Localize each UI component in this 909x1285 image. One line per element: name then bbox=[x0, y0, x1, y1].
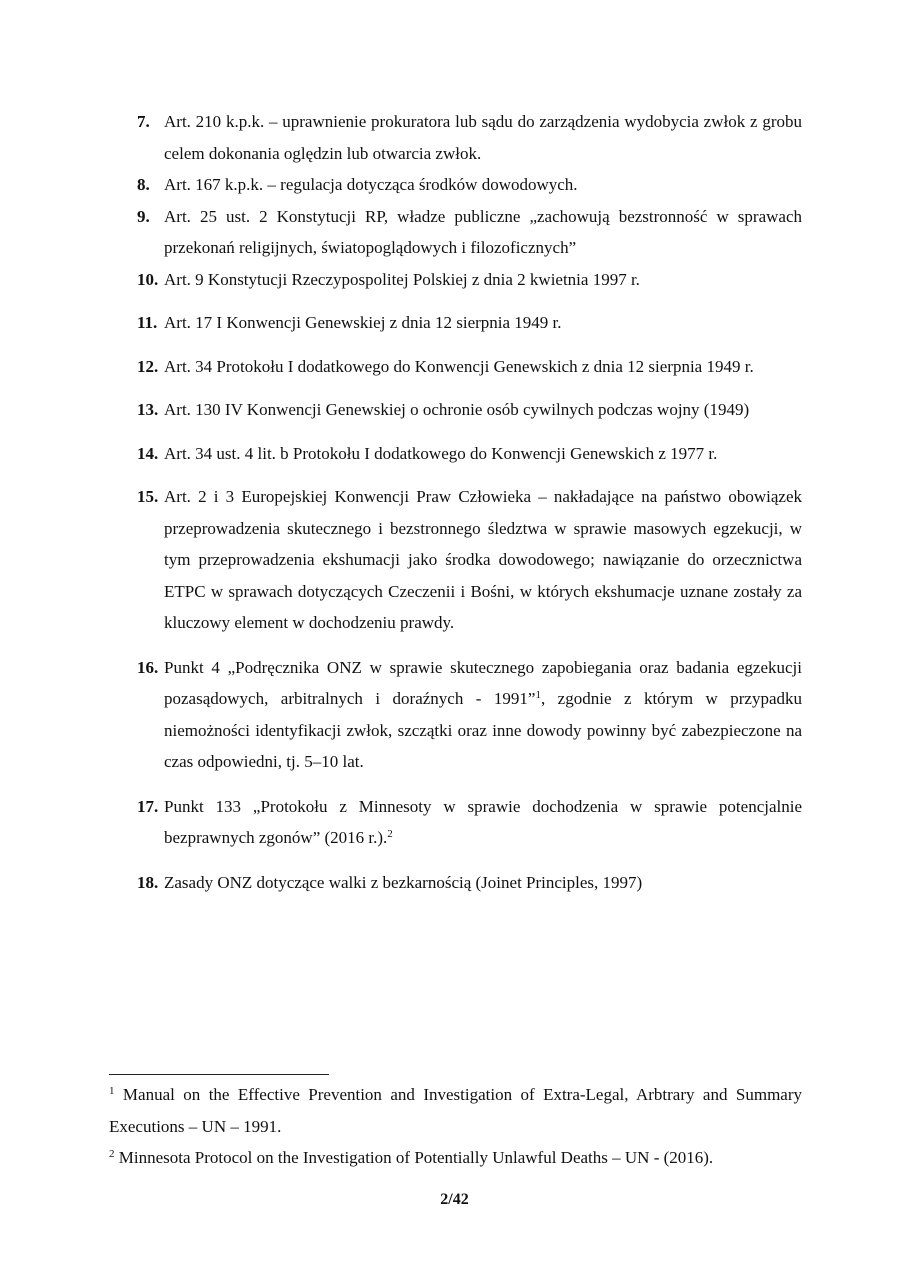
list-item bbox=[137, 791, 802, 854]
list-item-number: 8. bbox=[137, 175, 150, 194]
legal-references-list bbox=[137, 106, 802, 898]
footnote-reference[interactable]: 1 bbox=[535, 689, 541, 701]
list-item-number: 9. bbox=[137, 206, 150, 226]
list-item-text: Art. 34 ust. 4 lit. b Protokołu I dodatkowego do Konwencji Genewskich z 1977 r. bbox=[164, 443, 718, 463]
footnote-reference[interactable]: 2 bbox=[387, 828, 393, 840]
list-item bbox=[137, 394, 802, 426]
list-item-text: Art. 2 i 3 Europejskiej Konwencji Praw Człowieka – nakładające na państwo obowiązek przeprowadzenia skutecznego i bezstronnego śledztwa w sprawie masowych egzekucji, w tym przeprowadzenia ekshumacji jako środka dowodowego; nawiązanie do orzecznictwa ETPC w sprawach dotyczących Czeczenii i Bośni, w których ekshumacje uznane zostały za kluczowy element w dochodzeniu prawdy. bbox=[164, 487, 802, 632]
footnote-mark: 2 bbox=[109, 1148, 115, 1160]
list-item-text: Zasady ONZ dotyczące walki z bezkarnością (Joinet Principles, 1997) bbox=[164, 872, 643, 892]
list-item-number: 18. bbox=[137, 872, 159, 892]
list-item-number: 12. bbox=[137, 356, 159, 376]
footnotes bbox=[109, 1079, 802, 1174]
footnote-separator bbox=[109, 1074, 329, 1075]
list-item-text bbox=[164, 791, 802, 854]
footnote-text: Minnesota Protocol on the Investigation of Potentially Unlawful Deaths – UN - (2016). bbox=[118, 1148, 714, 1167]
list-item bbox=[137, 307, 802, 339]
list-item-text: Art. 167 k.p.k. – regulacja dotycząca środków dowodowych. bbox=[164, 175, 578, 194]
list-item bbox=[137, 351, 802, 383]
list-item-text: Art. 9 Konstytucji Rzeczypospolitej Polskiej z dnia 2 kwietnia 1997 r. bbox=[164, 269, 640, 289]
list-item bbox=[137, 106, 802, 169]
list-item-text: Art. 17 I Konwencji Genewskiej z dnia 12 sierpnia 1949 r. bbox=[164, 313, 562, 332]
list-item-text: Art. 34 Protokołu I dodatkowego do Konwencji Genewskich z dnia 12 sierpnia 1949 r. bbox=[164, 356, 754, 376]
list-item bbox=[137, 169, 802, 201]
list-item-text bbox=[164, 652, 802, 778]
list-item bbox=[137, 264, 802, 296]
list-item-text: Art. 210 k.p.k. – uprawnienie prokuratora lub sądu do zarządzenia wydobycia zwłok z grobu celem dokonania oględzin lub otwarcia zwłok. bbox=[164, 112, 802, 163]
list-item-number: 17. bbox=[137, 796, 159, 816]
list-item-text-part: Punkt 133 „Protokołu z Minnesoty w sprawie dochodzenia w sprawie potencjalnie bezprawnych zgonów” (2016 r.). bbox=[164, 796, 802, 847]
list-item-text-part: , zgodnie z którym w przypadku niemożności identyfikacji zwłok, szczątki oraz inne dowody powinny być zabezpieczone na czas odpowiedni, tj. 5–10 lat. bbox=[164, 689, 802, 771]
list-item-number: 15. bbox=[137, 487, 159, 506]
list-item-number: 13. bbox=[137, 400, 159, 419]
list-item bbox=[137, 481, 802, 639]
list-item-number: 7. bbox=[137, 112, 150, 131]
footnote bbox=[109, 1079, 802, 1142]
list-item-number: 14. bbox=[137, 443, 159, 463]
list-item-number: 16. bbox=[137, 657, 159, 677]
list-item bbox=[137, 201, 802, 264]
list-item bbox=[137, 438, 802, 470]
page-number: 2/42 bbox=[440, 1191, 469, 1208]
list-item bbox=[137, 867, 802, 899]
list-item bbox=[137, 652, 802, 778]
list-item-number: 11. bbox=[137, 313, 158, 332]
footnote-text: Manual on the Effective Prevention and Investigation of Extra-Legal, Arbtrary and Summary Executions – UN – 1991. bbox=[109, 1085, 803, 1136]
list-item-text: Art. 130 IV Konwencji Genewskiej o ochronie osób cywilnych podczas wojny (1949) bbox=[164, 400, 750, 419]
list-item-number: 10. bbox=[137, 269, 159, 289]
list-item-text-part: Punkt 4 „Podręcznika ONZ w sprawie skutecznego zapobiegania oraz badania egzekucji pozasądowych, arbitralnych i doraźnych - 1991” bbox=[164, 657, 802, 708]
footnote bbox=[109, 1142, 802, 1174]
footnote-mark: 1 bbox=[109, 1085, 115, 1097]
list-item-text: Art. 25 ust. 2 Konstytucji RP, władze publiczne „zachowują bezstronność w sprawach przekonań religijnych, światopoglądowych i filozoficznych” bbox=[164, 206, 802, 257]
